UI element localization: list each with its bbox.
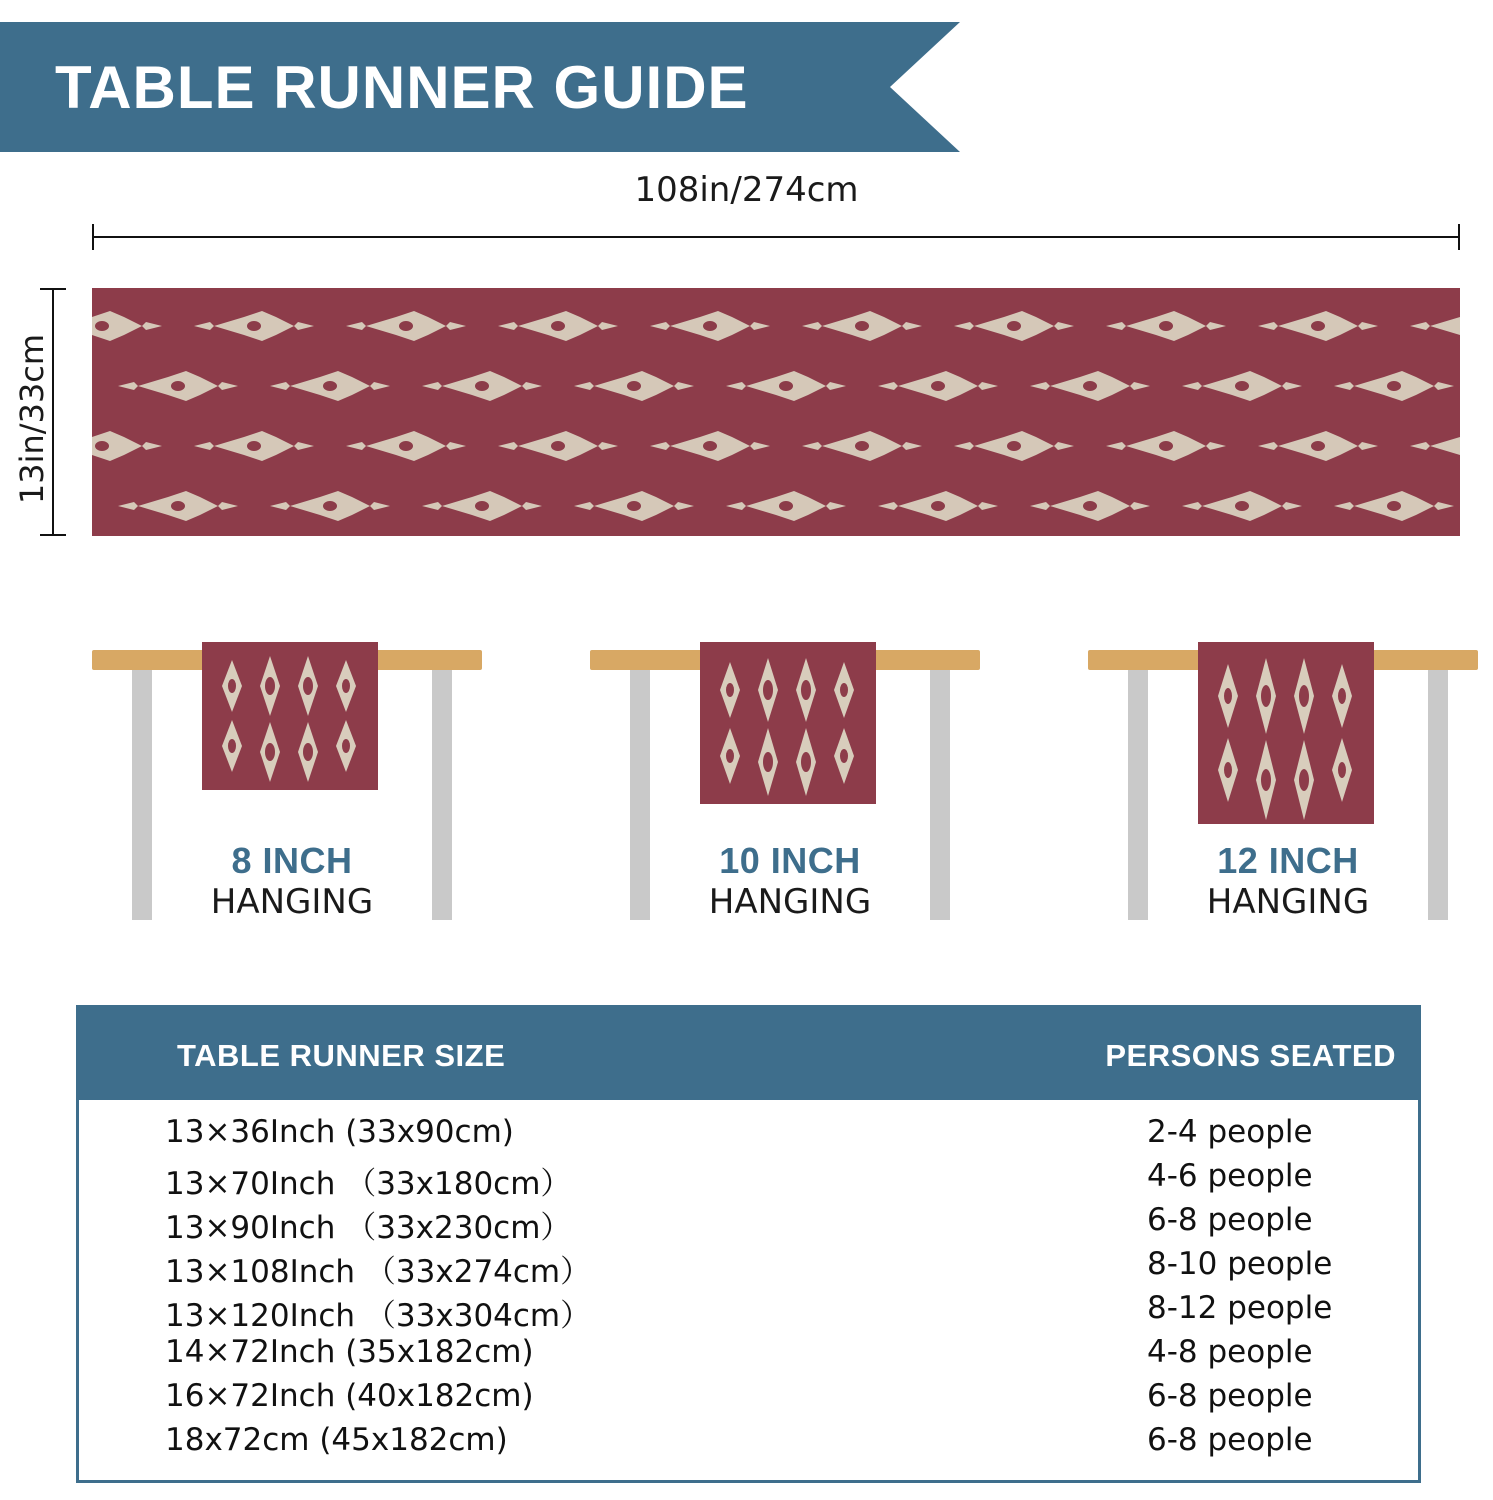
column-header-persons: PERSONS SEATED [1105, 1038, 1396, 1073]
title-banner [0, 22, 890, 152]
runner-swatch-small [700, 642, 876, 804]
cell-size: 18x72cm (45x182cm) [165, 1422, 508, 1458]
column-header-size: TABLE RUNNER SIZE [177, 1038, 506, 1073]
ikat-pattern-icon [1198, 642, 1374, 824]
table-row [79, 1330, 1418, 1374]
length-dimension-label: 108in/274cm [634, 170, 859, 210]
cell-size: 16×72Inch (40x182cm) [165, 1378, 534, 1414]
hanging-sub-label: HANGING [1206, 882, 1370, 922]
cell-size: 13×36Inch (33x90cm) [165, 1114, 514, 1150]
hanging-size-label: 10 INCH [719, 840, 861, 881]
hanging-size-label: 8 INCH [231, 840, 353, 881]
table-row [79, 1198, 1418, 1246]
cell-persons: 6-8 people [1147, 1378, 1313, 1414]
width-dimension-label: 13in/33cm [13, 333, 51, 505]
size-chart [76, 1005, 1421, 1483]
length-dimension-bar [92, 236, 1460, 238]
caption-size [590, 840, 990, 922]
page-title: TABLE RUNNER GUIDE [55, 53, 749, 121]
cell-persons: 8-12 people [1147, 1290, 1333, 1326]
table-row [79, 1110, 1418, 1154]
cell-size: 13×70Inch （33x180cm） [165, 1166, 572, 1202]
size-chart-body [79, 1100, 1418, 1462]
table-row [79, 1418, 1418, 1462]
cell-size: 14×72Inch (35x182cm) [165, 1334, 534, 1370]
cell-size: 13×120Inch （33x304cm） [165, 1298, 592, 1334]
hanging-sub-label: HANGING [210, 882, 374, 922]
ikat-pattern-icon [700, 642, 876, 804]
hanging-example-10-inch [590, 612, 990, 942]
caption-size [92, 840, 492, 922]
runner-swatch-large [92, 288, 1460, 536]
cell-persons: 4-8 people [1147, 1334, 1313, 1370]
ikat-pattern-icon [202, 642, 378, 790]
hanging-sub-label: HANGING [708, 882, 872, 922]
table-row [79, 1154, 1418, 1202]
cell-size: 13×90Inch （33x230cm） [165, 1210, 572, 1246]
cell-persons: 8-10 people [1147, 1246, 1333, 1282]
hanging-example-12-inch [1088, 612, 1488, 942]
width-dimension-bar [52, 288, 54, 536]
runner-swatch-small [1198, 642, 1374, 824]
table-row [79, 1242, 1418, 1290]
ikat-pattern-icon [92, 288, 1460, 536]
size-chart-header [79, 1008, 1418, 1100]
hanging-example-8-inch [92, 612, 492, 942]
hanging-size-label: 12 INCH [1217, 840, 1359, 881]
cell-persons: 6-8 people [1147, 1422, 1313, 1458]
table-row [79, 1374, 1418, 1418]
cell-persons: 4-6 people [1147, 1158, 1313, 1194]
banner-arrow-decoration [890, 22, 960, 152]
runner-swatch-small [202, 642, 378, 790]
table-row [79, 1286, 1418, 1334]
hanging-examples [0, 612, 1493, 942]
cell-size: 13×108Inch （33x274cm） [165, 1254, 592, 1290]
cell-persons: 6-8 people [1147, 1202, 1313, 1238]
cell-persons: 2-4 people [1147, 1114, 1313, 1150]
caption-size [1088, 840, 1488, 922]
